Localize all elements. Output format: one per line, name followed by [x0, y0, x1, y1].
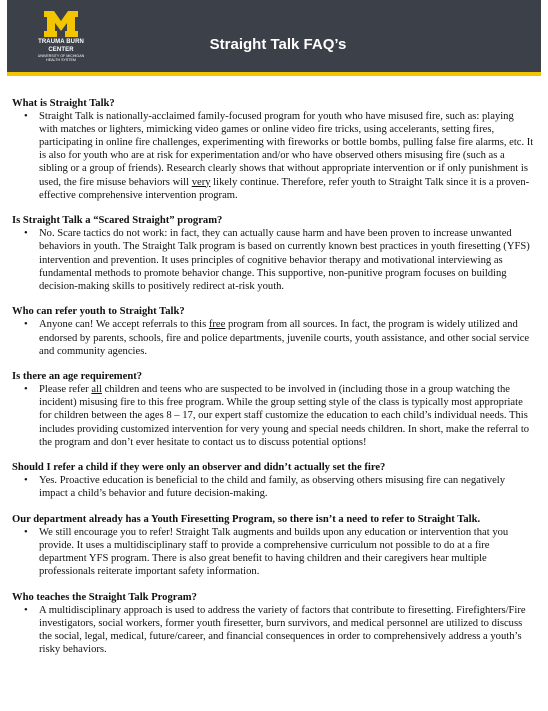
- faq-item: [12, 305, 534, 357]
- faq-item: [12, 513, 534, 578]
- bullet-icon: •: [24, 319, 28, 331]
- faq-answer: • Yes. Proactive education is beneficial to the child and family, as observing others misusing fire can negatively impact a child’s behavior and future decision-making.: [24, 475, 506, 500]
- faq-question: Who can refer youth to Straight Talk?: [12, 306, 185, 318]
- bullet-icon: •: [24, 228, 28, 240]
- emphasis-text: very: [191, 176, 211, 188]
- page-title: Straight Talk FAQ’s: [209, 36, 347, 53]
- faq-question: Who teaches the Straight Talk Program?: [12, 592, 197, 603]
- logo-text-trauma-burn: TRAUMA BURN: [38, 39, 84, 45]
- emphasis-text: free: [208, 319, 226, 331]
- faq-item: [12, 97, 534, 202]
- emphasis-text: all: [91, 384, 102, 396]
- bullet-icon: •: [24, 384, 28, 396]
- faq-question: What is Straight Talk?: [12, 98, 115, 109]
- header-banner: [7, 0, 541, 76]
- logo-text-center: CENTER: [48, 47, 74, 53]
- bullet-icon: •: [24, 111, 28, 123]
- faq-question: Is there an age requirement?: [12, 371, 143, 383]
- faq-item: [12, 461, 534, 500]
- faq-list: [12, 97, 534, 669]
- faq-answer: • Please refer all children and teens who are suspected to be involved in (including those in a group watching the incident) misusing fire to this free program. While the group setting style of the class is typically most appropriate for children between the ages 8 – 17, our expert staff customize the education to each child’s individual needs. This includes providing customized intervention for very young and special needs children. In short, make the referral to the program and don’t ever hesitate to contact us to discuss potential options!: [24, 384, 530, 448]
- bullet-icon: •: [24, 475, 28, 487]
- bullet-icon: •: [24, 605, 28, 617]
- faq-question: Should I refer a child if they were only an observer and didn’t actually set the fire?: [12, 462, 386, 474]
- faq-question: Is Straight Talk a “Scared Straight” program?: [12, 215, 223, 227]
- faq-item: [12, 370, 534, 449]
- faq-answer: • We still encourage you to refer! Straight Talk augments and builds upon any education or intervention that you provide. It uses a multidisciplinary staff to provide a comprehensive curriculum not possible to do at a fire department YFS program. There is also great benefit to having children and their caregivers hear multiple professionals reiterate important safety information.: [24, 527, 509, 578]
- faq-answer: • A multidisciplinary approach is used to address the variety of factors that contribute to firesetting. Firefighters/Fire investigators, social workers, former youth firesetter, burn survivors, and medical personnel are utilized to discuss the social, legal, medical, future/career, and financial consequences in order to comprehensively address a youth’s risky behaviors.: [24, 605, 526, 656]
- faq-answer: • Anyone can! We accept referrals to this free program from all sources. In fact, the program is widely utilized and endorsed by parents, schools, fire and police departments, juvenile courts, youth assistance, and other social service and community agencies.: [24, 319, 530, 357]
- faq-item: [12, 214, 534, 293]
- faq-answer: • No. Scare tactics do not work: in fact, they can actually cause harm and have been proven to increase unwanted behaviors in youth. The Straight Talk program is based on currently known best practices in youth firesetting (YFS) intervention and prevention. It uses principles of cognitive behavior therapy and motivational interviewing as fundamental methods to promote behavior change. This supportive, non-punitive program focuses on building decision-making skills to positively redirect at-risk youth.: [24, 228, 530, 292]
- faq-item: [12, 591, 534, 656]
- logo-text-health-system: HEALTH SYSTEM: [46, 58, 76, 62]
- logo-text-university: UNIVERSITY OF MICHIGAN: [37, 54, 85, 58]
- faq-question: Our department already has a Youth Firesetting Program, so there isn’t a need to refer to Straight Talk.: [12, 514, 481, 526]
- block-m-icon: [43, 10, 79, 38]
- bullet-icon: •: [24, 527, 28, 539]
- faq-answer: • Straight Talk is nationally-acclaimed family-focused program for youth who have misused fire, such as: playing with matches or lighters, mimicking video games or online video fire tricks, using accelerants, setting fires, participating in online fire challenges, experimenting with fireworks or bottle bombs, pulling false fire alarms, etc. It is also for youth who are at risk for experimentation and/or who have observed others misusing fire (such as a sibling or a group of friends). Research clearly shows that without appropriate intervention or if only punishment is used, the fire misuse behaviors will very likely continue. Therefore, refer youth to Straight Talk since it is a proven-effective comprehensive intervention program.: [24, 111, 534, 201]
